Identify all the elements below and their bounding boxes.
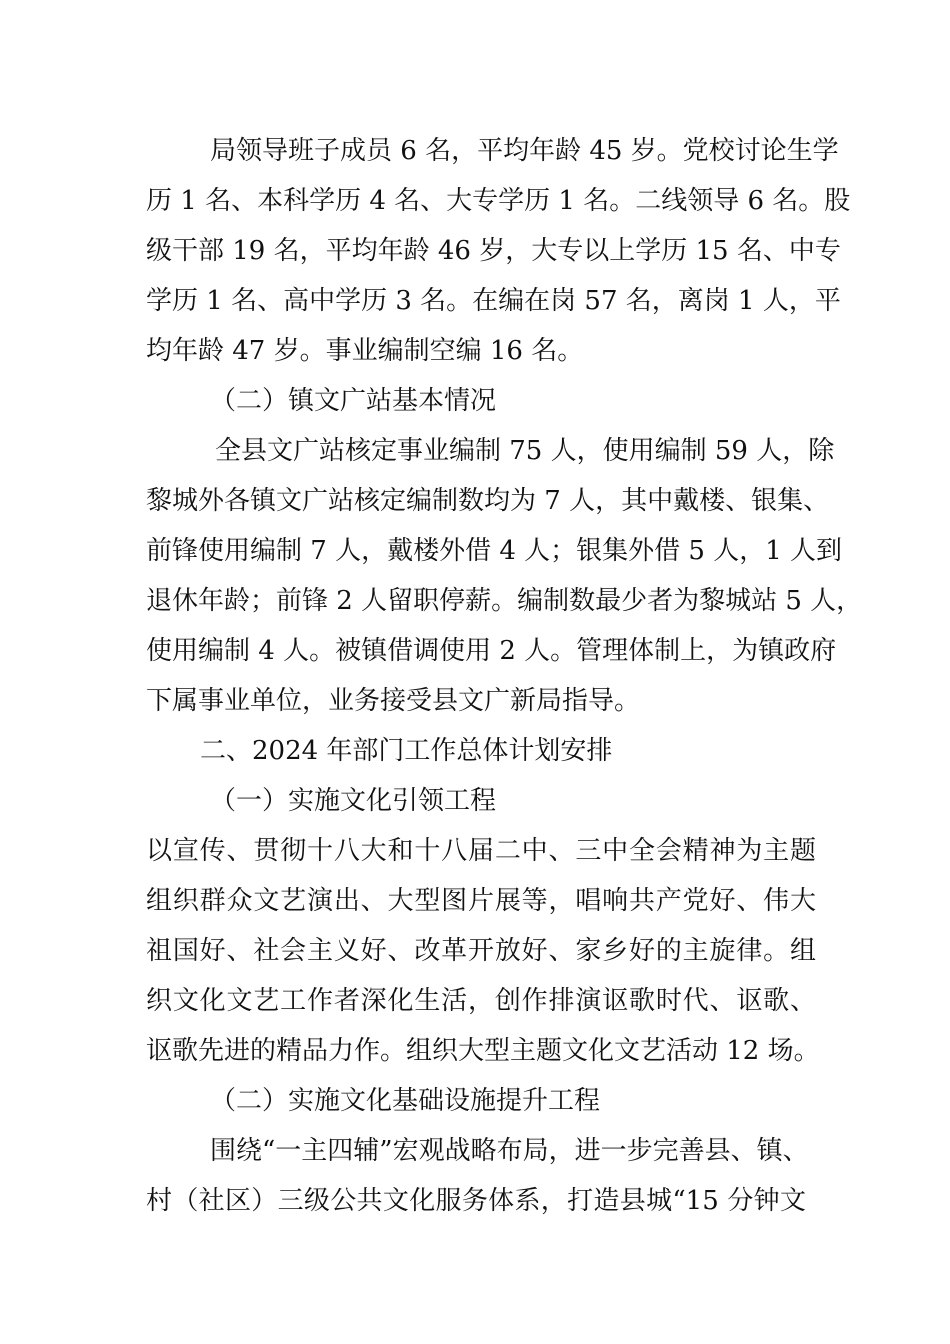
paragraph-line: 组织群众文艺演出、大型图片展等，唱响共产党好、伟大 <box>146 886 816 916</box>
section-heading: 二、2024 年部门工作总体计划安排 <box>200 736 613 766</box>
paragraph-line: 织文化文艺工作者深化生活，创作排演讴歌时代、讴歌、 <box>146 986 816 1016</box>
paragraph-line: 局领导班子成员 6 名，平均年龄 45 岁。党校讨论生学 <box>210 136 839 166</box>
paragraph-line: 均年龄 47 岁。事业编制空编 16 名。 <box>146 336 584 366</box>
paragraph-line: 讴歌先进的精品力作。组织大型主题文化文艺活动 12 场。 <box>146 1036 820 1066</box>
paragraph-line: 黎城外各镇文广站核定编制数均为 7 人，其中戴楼、银集、 <box>146 486 830 516</box>
paragraph-line: 学历 1 名、高中学历 3 名。在编在岗 57 名，离岗 1 人，平 <box>146 286 841 316</box>
paragraph-line: 围绕“一主四辅”宏观战略布局，进一步完善县、镇、 <box>210 1136 809 1166</box>
paragraph-line: 级干部 19 名，平均年龄 46 岁，大专以上学历 15 名、中专 <box>146 236 841 266</box>
paragraph-line: 历 1 名、本科学历 4 名、大专学历 1 名。二线领导 6 名。股 <box>146 186 851 216</box>
section-heading: （二）实施文化基础设施提升工程 <box>210 1086 601 1116</box>
paragraph-line: 村（社区）三级公共文化服务体系，打造县城“15 分钟文 <box>146 1186 806 1216</box>
paragraph-line: 退休年龄；前锋 2 人留职停薪。编制数最少者为黎城站 5 人， <box>146 586 863 616</box>
paragraph-line: 全县文广站核定事业编制 75 人，使用编制 59 人，除 <box>215 436 835 466</box>
paragraph-line: 下属事业单位，业务接受县文广新局指导。 <box>146 686 641 716</box>
paragraph-line: 前锋使用编制 7 人，戴楼外借 4 人；银集外借 5 人，1 人到 <box>146 536 843 566</box>
paragraph-line: 使用编制 4 人。被镇借调使用 2 人。管理体制上，为镇政府 <box>146 636 837 666</box>
paragraph-line: 以宣传、贯彻十八大和十八届二中、三中全会精神为主题 <box>146 836 816 866</box>
section-heading: （二）镇文广站基本情况 <box>210 386 497 416</box>
paragraph-line: 祖国好、社会主义好、改革开放好、家乡好的主旋律。组 <box>146 936 816 966</box>
section-heading: （一）实施文化引领工程 <box>210 786 497 816</box>
